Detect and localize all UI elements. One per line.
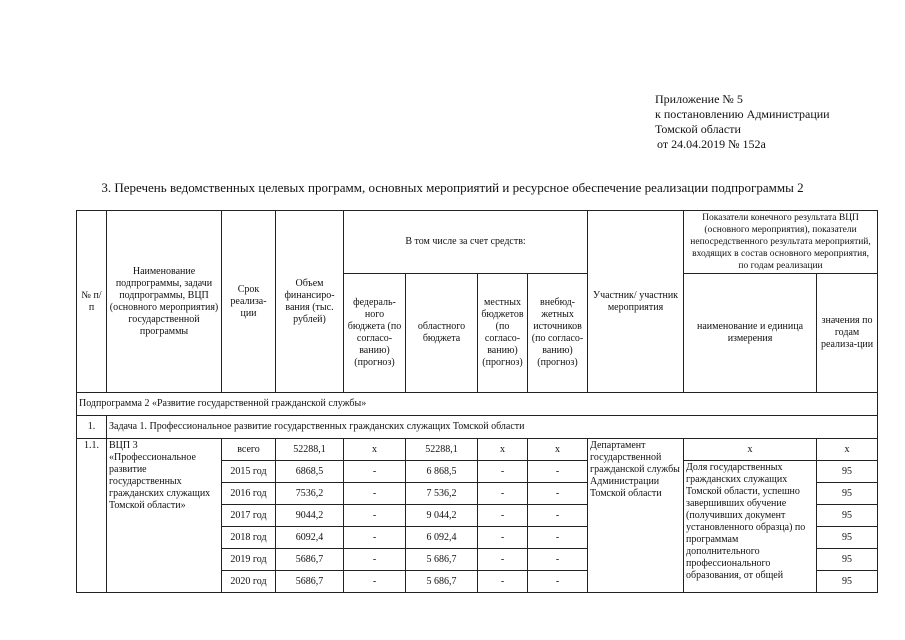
extra-cell: - (528, 461, 588, 483)
ind-value-cell: 95 (817, 505, 878, 527)
header-row (77, 211, 878, 274)
col-ind-name-header: наименование и единица измерения (684, 274, 817, 393)
ind-value-cell: 95 (817, 527, 878, 549)
col-name-header: Наименование подпрограммы, задачи подпрограммы, ВЦП (основного мероприятия) государственной программы (107, 211, 222, 393)
term-cell: 2017 год (222, 505, 276, 527)
col-regional-header: областного бюджета (406, 274, 478, 393)
col-extra-header: внебюд-жетных источников (по согласо-ванию) (прогноз) (528, 274, 588, 393)
task-num: 1. (77, 416, 107, 439)
federal-cell: - (344, 527, 406, 549)
extra-cell: - (528, 505, 588, 527)
federal-cell: - (344, 483, 406, 505)
appendix-line: Приложение № 5 (655, 92, 743, 106)
appendix-line: Томской области (655, 122, 741, 136)
local-cell: - (478, 549, 528, 571)
regional-cell: 7 536,2 (406, 483, 478, 505)
term-cell: 2016 год (222, 483, 276, 505)
extra-cell: - (528, 483, 588, 505)
extra-cell: - (528, 549, 588, 571)
regional-cell: 52288,1 (406, 439, 478, 461)
term-cell: 2020 год (222, 571, 276, 593)
term-cell: всего (222, 439, 276, 461)
table-row (77, 439, 878, 461)
col-participant-header: Участник/ участник мероприятия (588, 211, 684, 393)
extra-cell: - (528, 527, 588, 549)
indicator-name: Доля государственных гражданских служащих Томской области, успешно завершивших обучение (получивших документ установленного образца) по программам дополнительного профессионального образования, от общей (684, 461, 817, 593)
col-local-header: местных бюджетов (по согласо-ванию) (прогноз) (478, 274, 528, 393)
ind-value-cell: 95 (817, 483, 878, 505)
resource-table (76, 210, 878, 593)
ind-value-cell: 95 (817, 461, 878, 483)
extra-cell: х (528, 439, 588, 461)
term-cell: 2015 год (222, 461, 276, 483)
regional-cell: 6 092,4 (406, 527, 478, 549)
appendix-line: к постановлению Администрации (655, 107, 830, 121)
appendix-block (655, 92, 830, 152)
volume-cell: 9044,2 (276, 505, 344, 527)
ind-value-cell: 95 (817, 571, 878, 593)
appendix-line: от 24.04.2019 № 152а (657, 137, 766, 151)
vcp-num: 1.1. (77, 439, 107, 593)
regional-cell: 5 686,7 (406, 549, 478, 571)
subprogram-title: Подпрограмма 2 «Развитие государственной гражданской службы» (77, 393, 878, 416)
subprogram-row (77, 393, 878, 416)
term-cell: 2019 год (222, 549, 276, 571)
local-cell: х (478, 439, 528, 461)
federal-cell: - (344, 549, 406, 571)
federal-cell: - (344, 461, 406, 483)
col-including-header: В том числе за счет средств: (344, 211, 588, 274)
federal-cell: - (344, 505, 406, 527)
extra-cell: - (528, 571, 588, 593)
task-row (77, 416, 878, 439)
document-heading: 3. Перечень ведомственных целевых программ, основных мероприятий и ресурсное обеспечение реализации подпрограммы 2 (101, 180, 804, 195)
ind-value-cell: 95 (817, 549, 878, 571)
federal-cell: х (344, 439, 406, 461)
regional-cell: 5 686,7 (406, 571, 478, 593)
regional-cell: 9 044,2 (406, 505, 478, 527)
federal-cell: - (344, 571, 406, 593)
volume-cell: 52288,1 (276, 439, 344, 461)
col-term-header: Срок реализа-ции (222, 211, 276, 393)
col-indicators-header: Показатели конечного результата ВЦП (основного мероприятия), показатели непосредственного результата мероприятий, входящих в состав основного мероприятия, по годам реализации (684, 211, 878, 274)
regional-cell: 6 868,5 (406, 461, 478, 483)
participant-cell: Департамент государственной гражданской службы Администрации Томской области (588, 439, 684, 593)
ind-value-cell: х (817, 439, 878, 461)
col-num-header: № п/п (77, 211, 107, 393)
task-title: Задача 1. Профессиональное развитие государственных гражданских служащих Томской области (107, 416, 878, 439)
col-ind-values-header: значения по годам реализа-ции (817, 274, 878, 393)
local-cell: - (478, 505, 528, 527)
ind-name-cell: х (684, 439, 817, 461)
volume-cell: 7536,2 (276, 483, 344, 505)
col-federal-header: федераль-ного бюджета (по согласо-ванию) (прогноз) (344, 274, 406, 393)
local-cell: - (478, 571, 528, 593)
col-volume-header: Объем финансиро-вания (тыс. рублей) (276, 211, 344, 393)
local-cell: - (478, 527, 528, 549)
volume-cell: 5686,7 (276, 549, 344, 571)
term-cell: 2018 год (222, 527, 276, 549)
volume-cell: 6868,5 (276, 461, 344, 483)
local-cell: - (478, 483, 528, 505)
volume-cell: 5686,7 (276, 571, 344, 593)
volume-cell: 6092,4 (276, 527, 344, 549)
vcp-name: ВЦП 3 «Профессиональное развитие государственных гражданских служащих Томской области» (107, 439, 222, 593)
local-cell: - (478, 461, 528, 483)
